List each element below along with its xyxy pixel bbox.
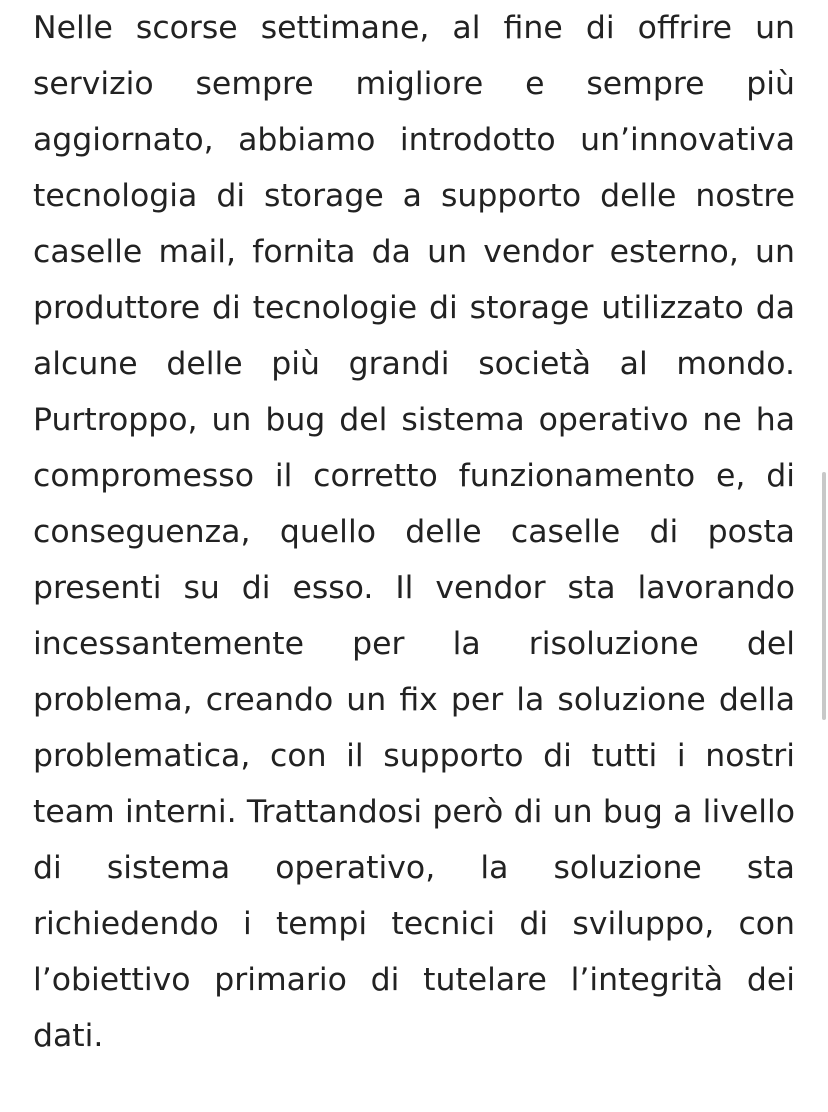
article-paragraph: Nelle scorse settimane, al fine di offrire un servizio sempre migliore e sempre più aggiornato, abbiamo introdotto un’innovativa tecnologia di storage a supporto delle nostre caselle mail, fornita da un vendor esterno, un produttore di tecnologie di storage utilizzato da alcune delle più grandi società al mondo. Purtroppo, un bug del sistema operativo ne ha compromesso il corretto funzionamento e, di conseguenza, quello delle caselle di posta presenti su di esso. Il vendor sta lavorando incessantemente per la risoluzione del problema, creando un fix per la soluzione della problematica, con il supporto di tutti i nostri team interni. Trattandosi però di un bug a livello di sistema operativo, la soluzione sta richiedendo i tempi tecnici di sviluppo, con l’obiettivo primario di tutelare l’integrità dei dati. [33,10,795,1054]
scrollbar-thumb[interactable] [822,472,826,720]
scrollbar[interactable] [820,0,828,1112]
